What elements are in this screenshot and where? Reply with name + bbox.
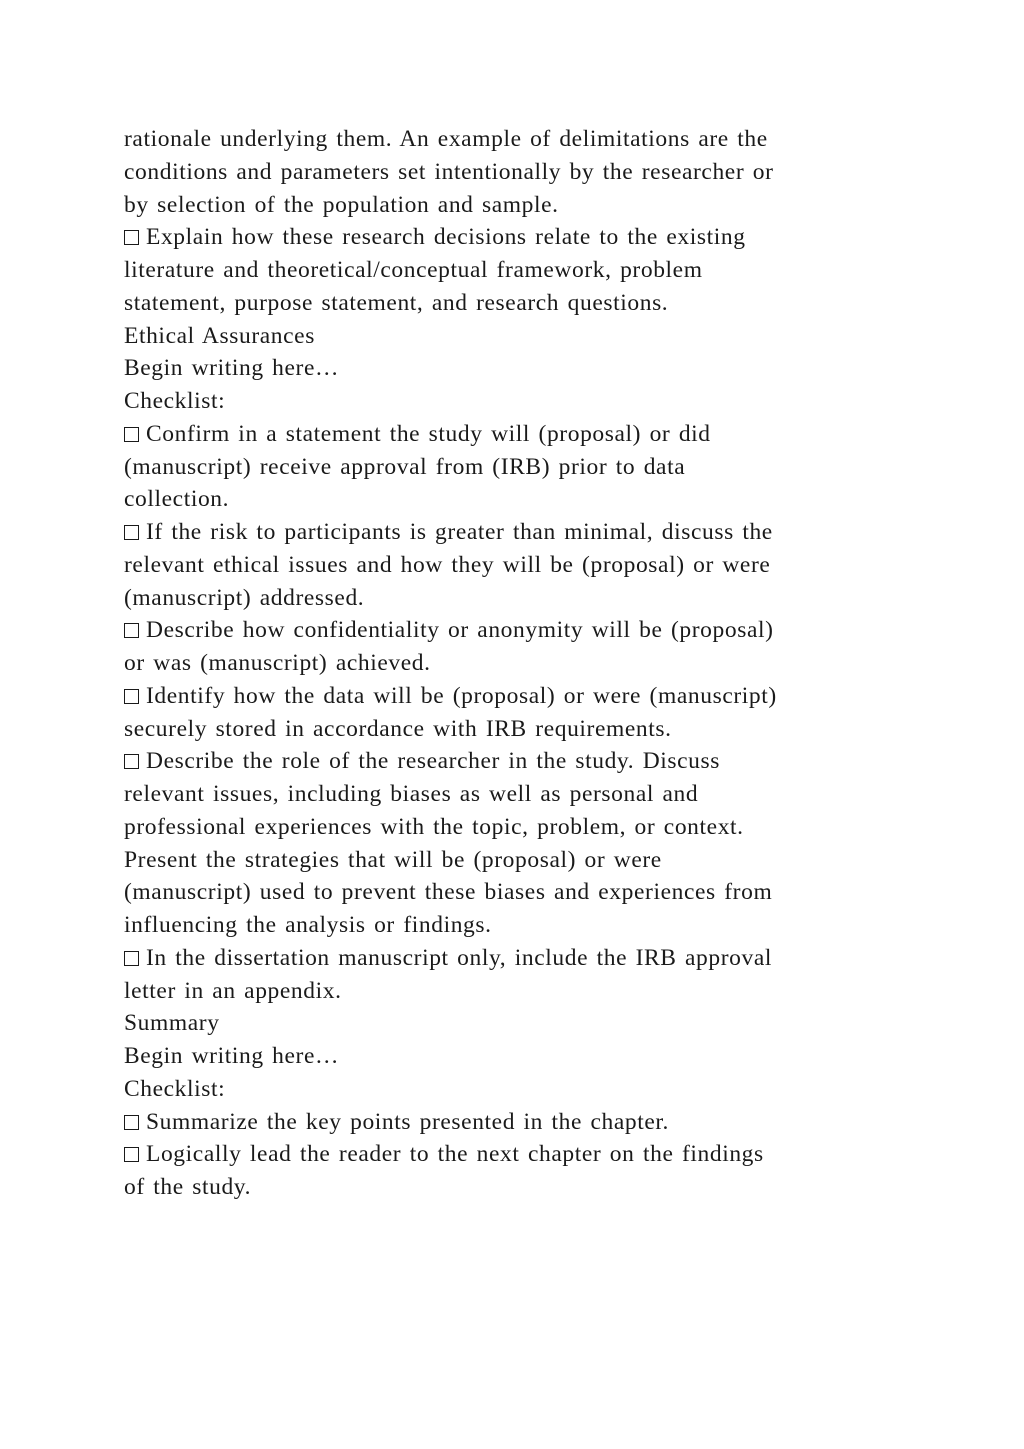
checkbox-icon xyxy=(124,623,139,638)
line-text: or was (manuscript) achieved. xyxy=(124,650,431,676)
line-text: professional experiences with the topic, problem, or context. xyxy=(124,813,744,840)
line-text: letter in an appendix. xyxy=(124,977,342,1004)
text-line xyxy=(124,909,904,942)
checkbox-icon xyxy=(124,1115,139,1130)
line-text: Describe how confidentiality or anonymity will be (proposal) xyxy=(146,617,774,644)
line-text: Summary xyxy=(124,1010,220,1037)
checklist-item-line xyxy=(124,942,904,975)
line-text: relevant issues, including biases as well as personal and xyxy=(124,781,699,807)
line-text: Summarize the key points presented in the chapter. xyxy=(146,1108,669,1135)
text-line xyxy=(124,123,904,156)
line-text: Present the strategies that will be (proposal) or were xyxy=(124,846,662,873)
text-line xyxy=(124,352,904,385)
text-line xyxy=(124,876,904,909)
line-text: statement, purpose statement, and research questions. xyxy=(124,289,669,316)
text-line xyxy=(124,713,904,746)
checkbox-icon xyxy=(124,427,139,442)
text-line xyxy=(124,778,904,811)
text-line xyxy=(124,385,904,418)
checklist-item-line xyxy=(124,516,904,549)
checkbox-icon xyxy=(124,1147,139,1162)
checkbox-icon xyxy=(124,525,139,540)
text-line xyxy=(124,1171,904,1204)
line-text: (manuscript) receive approval from (IRB) prior to data xyxy=(124,453,686,480)
text-line xyxy=(124,483,904,516)
text-line xyxy=(124,844,904,877)
checklist-item-line xyxy=(124,614,904,647)
text-line xyxy=(124,1073,904,1106)
checklist-item-line xyxy=(124,221,904,254)
text-line xyxy=(124,254,904,287)
line-text: Begin writing here… xyxy=(124,355,340,382)
checklist-item-line xyxy=(124,680,904,713)
line-text: If the risk to participants is greater than minimal, discuss the xyxy=(146,519,773,545)
checkbox-icon xyxy=(124,689,139,704)
checklist-item-line xyxy=(124,1106,904,1139)
line-text: In the dissertation manuscript only, include the IRB approval xyxy=(146,944,773,971)
line-text: by selection of the population and sample. xyxy=(124,191,559,218)
line-text: rationale underlying them. An example of delimitations are the xyxy=(124,126,768,152)
line-text: literature and theoretical/conceptual framework, problem xyxy=(124,257,703,283)
line-text: (manuscript) addressed. xyxy=(124,584,365,611)
line-text: conditions and parameters set intentionally by the researcher or xyxy=(124,158,774,185)
line-text: collection. xyxy=(124,486,230,513)
line-text: Describe the role of the researcher in the study. Discuss xyxy=(146,748,721,775)
line-text: relevant ethical issues and how they will be (proposal) or were xyxy=(124,551,771,578)
line-text: Identify how the data will be (proposal) or were (manuscript) xyxy=(146,682,777,709)
text-line xyxy=(124,975,904,1008)
line-text: (manuscript) used to prevent these biases and experiences from xyxy=(124,879,773,906)
text-line xyxy=(124,189,904,222)
text-line xyxy=(124,811,904,844)
line-text: Checklist: xyxy=(124,388,226,414)
line-text: of the study. xyxy=(124,1174,252,1200)
text-line xyxy=(124,287,904,320)
checkbox-icon xyxy=(124,951,139,966)
text-line xyxy=(124,647,904,680)
checklist-item-line xyxy=(124,745,904,778)
text-line xyxy=(124,1040,904,1073)
line-text: securely stored in accordance with IRB requirements. xyxy=(124,715,672,742)
text-line xyxy=(124,582,904,615)
text-line xyxy=(124,1007,904,1040)
line-text: Checklist: xyxy=(124,1075,226,1102)
line-text: Ethical Assurances xyxy=(124,322,315,349)
line-text: Explain how these research decisions relate to the existing xyxy=(146,224,746,251)
text-line xyxy=(124,451,904,484)
line-text: influencing the analysis or findings. xyxy=(124,912,492,938)
checklist-item-line xyxy=(124,418,904,451)
document-body xyxy=(124,123,904,1204)
line-text: Begin writing here… xyxy=(124,1043,340,1069)
line-text: Logically lead the reader to the next chapter on the findings xyxy=(146,1141,764,1168)
checkbox-icon xyxy=(124,754,139,769)
text-line xyxy=(124,156,904,189)
text-line xyxy=(124,549,904,582)
checklist-item-line xyxy=(124,1138,904,1171)
checkbox-icon xyxy=(124,230,139,245)
text-line xyxy=(124,320,904,353)
line-text: Confirm in a statement the study will (proposal) or did xyxy=(146,420,711,447)
